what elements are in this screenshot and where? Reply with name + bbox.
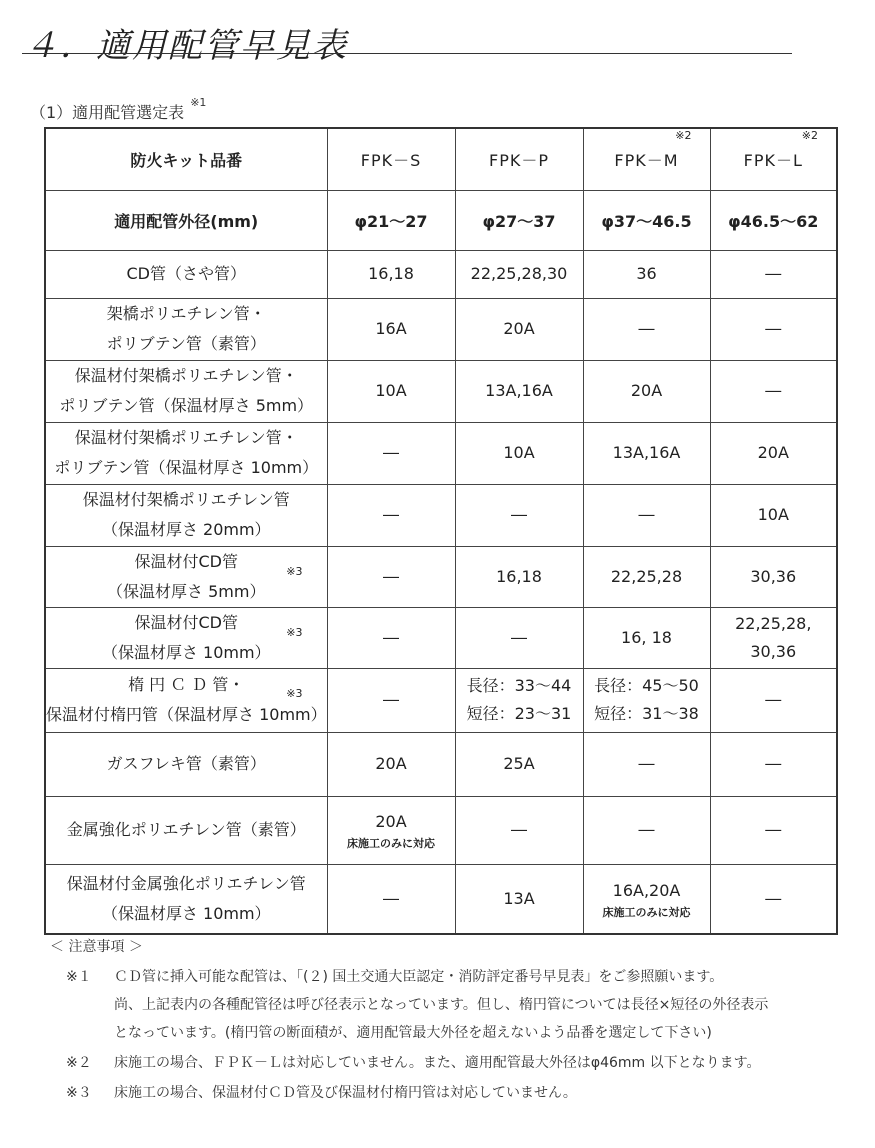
value-line: ― xyxy=(765,264,782,283)
value-cell xyxy=(710,732,837,796)
value-line: 長径：45～50 xyxy=(594,676,699,695)
pipe-type-line: （保温材厚さ 5mm） xyxy=(107,581,266,601)
pipe-type-line: 金属強化ポリエチレン管（素管） xyxy=(66,820,306,839)
value-cell xyxy=(710,607,837,668)
value-line: 25A xyxy=(503,754,535,773)
title-underline xyxy=(22,53,792,54)
pipe-selection-table xyxy=(44,127,838,935)
pipe-type-line: 保温材付楕円管（保温材厚さ 10mm） xyxy=(46,705,327,724)
diameter-row xyxy=(45,190,837,250)
diameter-cell xyxy=(455,190,583,250)
value-line: 16,18 xyxy=(496,566,542,586)
floor-only-note: 床施工のみに対応 xyxy=(347,837,435,850)
pipe-type-label xyxy=(45,422,327,484)
value-line: ― xyxy=(383,566,399,586)
pipe-type-line: （保温材厚さ 10mm） xyxy=(101,642,271,662)
value-line: 10A xyxy=(503,443,535,462)
value-cell xyxy=(327,360,455,422)
pipe-type-label xyxy=(45,864,327,934)
value-line: ― xyxy=(383,690,399,709)
value-cell xyxy=(455,864,583,934)
diameter-value: φ37～46.5 xyxy=(601,211,692,231)
model-name: FPK－S xyxy=(360,150,422,170)
value-cell xyxy=(583,732,710,796)
table-row xyxy=(45,546,837,607)
pipe-type-label xyxy=(45,250,327,298)
value-line: ― xyxy=(765,820,782,839)
value-line: ― xyxy=(765,888,782,908)
value-line: ― xyxy=(511,505,527,524)
subtitle-text: （1）適用配管選定表 xyxy=(30,103,185,122)
value-line: 22,25,28, xyxy=(735,613,812,633)
value-cell xyxy=(327,864,455,934)
value-line: 長径：33～44 xyxy=(466,676,572,695)
value-cell xyxy=(327,732,455,796)
pipe-type-line: （保温材厚さ 10mm） xyxy=(101,903,271,923)
note-line: ＣＤ管に挿入可能な配管は、「(２) 国土交通大臣認定・消防評定番号早見表」をご参照願います。 xyxy=(114,969,724,985)
value-line: 36 xyxy=(636,264,657,283)
pipe-type-line: ポリブテン管（素管） xyxy=(106,334,266,353)
pipe-type-line: ポリブテン管（保温材厚さ 10mm） xyxy=(54,458,319,477)
value-line: 22,25,28 xyxy=(610,566,683,586)
value-cell xyxy=(710,796,837,864)
value-cell xyxy=(710,360,837,422)
pipe-type-line: 保温材付架橋ポリエチレン管・ xyxy=(74,366,298,385)
value-line: 10A xyxy=(757,505,789,524)
value-cell xyxy=(455,298,583,360)
value-line: 16A,20A xyxy=(612,880,681,900)
value-cell xyxy=(455,422,583,484)
pipe-note-mark: ※3 xyxy=(286,625,303,639)
value-cell xyxy=(583,250,710,298)
header-label xyxy=(45,128,327,190)
value-cell xyxy=(327,796,455,864)
value-cell xyxy=(710,668,837,732)
value-cell xyxy=(583,422,710,484)
value-cell xyxy=(455,796,583,864)
value-line: 20A xyxy=(630,381,663,400)
model-note-mark: ※2 xyxy=(675,129,692,142)
table-row xyxy=(45,484,837,546)
value-line: 30,36 xyxy=(750,641,797,661)
model-cell xyxy=(455,128,583,190)
floor-only-note: 床施工のみに対応 xyxy=(602,905,691,919)
value-cell xyxy=(455,668,583,732)
value-cell xyxy=(710,298,837,360)
pipe-type-line: 架橋ポリエチレン管・ xyxy=(106,304,266,323)
value-line: ― xyxy=(383,627,399,647)
model-name: FPK－M xyxy=(614,150,679,170)
pipe-type-label xyxy=(45,796,327,864)
value-cell xyxy=(455,484,583,546)
value-line: 20A xyxy=(757,443,789,462)
table-row xyxy=(45,796,837,864)
pipe-type-line: 保温材付金属強化ポリエチレン管 xyxy=(66,873,306,893)
model-cell xyxy=(327,128,455,190)
pipe-type-label xyxy=(45,360,327,422)
value-line: ― xyxy=(638,505,655,524)
table-row xyxy=(45,422,837,484)
value-line: 短径：31～38 xyxy=(594,704,699,723)
pipe-note-mark: ※3 xyxy=(286,686,303,700)
value-line: ― xyxy=(765,754,782,773)
value-cell xyxy=(327,422,455,484)
value-cell xyxy=(327,484,455,546)
diameter-cell xyxy=(710,190,837,250)
value-line: 16,18 xyxy=(368,264,414,283)
table-row xyxy=(45,607,837,668)
diameter-cell xyxy=(583,190,710,250)
table-row xyxy=(45,668,837,732)
pipe-type-line: 保温材付架橋ポリエチレン管・ xyxy=(74,428,298,447)
notes-heading: ＜ 注意事項 ＞ xyxy=(50,939,143,955)
note-mark: ※２ xyxy=(66,1055,92,1071)
pipe-type-line: 楕 円 Ｃ Ｄ 管・ xyxy=(128,675,245,694)
value-line: ― xyxy=(383,888,399,908)
note-line: となっています。(楕円管の断面積が、適用配管最大外径を超えないよう品番を選定して下さい) xyxy=(114,1025,712,1041)
value-line: 短径：23～31 xyxy=(466,704,572,723)
header-label-text: 防火キット品番 xyxy=(130,150,243,170)
value-line: ― xyxy=(383,443,399,462)
value-line: 30,36 xyxy=(750,566,797,586)
model-name: FPK－P xyxy=(489,150,549,170)
model-name: FPK－L xyxy=(743,150,803,170)
value-cell xyxy=(710,484,837,546)
value-line: ― xyxy=(765,319,782,338)
value-line: 20A xyxy=(375,754,407,773)
note-mark: ※３ xyxy=(66,1085,92,1101)
value-line: ― xyxy=(511,820,527,839)
pipe-type-line: ポリブテン管（保温材厚さ 5mm） xyxy=(59,396,314,415)
pipe-type-label xyxy=(45,668,327,732)
value-cell xyxy=(455,360,583,422)
value-line: 20A xyxy=(503,319,535,338)
table-row xyxy=(45,360,837,422)
value-cell xyxy=(327,250,455,298)
value-cell xyxy=(455,546,583,607)
value-cell xyxy=(455,250,583,298)
value-cell xyxy=(327,607,455,668)
value-cell xyxy=(583,298,710,360)
pipe-type-label xyxy=(45,607,327,668)
pipe-note-mark: ※3 xyxy=(286,564,303,578)
value-line: ― xyxy=(383,505,399,524)
value-line: 22,25,28,30 xyxy=(470,264,568,283)
subtitle-note-mark: ※1 xyxy=(190,96,207,109)
value-line: 16A xyxy=(375,319,407,338)
diameter-label-text: 適用配管外径(mm) xyxy=(114,211,259,231)
value-cell xyxy=(710,422,837,484)
table-row xyxy=(45,732,837,796)
note-line: 床施工の場合、ＦＰＫ－Ｌは対応していません。また、適用配管最大外径はφ46mm 以下となります。 xyxy=(114,1055,761,1071)
model-cell xyxy=(710,128,837,190)
diameter-value: φ27～37 xyxy=(482,211,556,231)
diameter-cell xyxy=(327,190,455,250)
pipe-type-label xyxy=(45,546,327,607)
pipe-type-line: 保温材付CD管 xyxy=(134,551,238,571)
diameter-value: φ46.5～62 xyxy=(728,211,819,231)
pipe-type-label xyxy=(45,298,327,360)
pipe-type-line: ガスフレキ管（素管） xyxy=(106,754,266,773)
value-cell xyxy=(710,546,837,607)
note-line: 尚、上記表内の各種配管径は呼び径表示となっています。但し、楕円管については長径×短径の外径表示 xyxy=(114,997,769,1013)
value-cell xyxy=(455,607,583,668)
table-row xyxy=(45,864,837,934)
value-cell xyxy=(327,546,455,607)
value-cell xyxy=(710,864,837,934)
pipe-type-line: 保温材付架橋ポリエチレン管 xyxy=(82,490,290,509)
value-cell xyxy=(583,607,710,668)
pipe-type-label xyxy=(45,484,327,546)
model-cell xyxy=(583,128,710,190)
value-line: ― xyxy=(765,381,782,400)
page-title: ４．適用配管早見表 xyxy=(24,26,348,66)
value-cell xyxy=(327,298,455,360)
pipe-type-line: CD管（さや管） xyxy=(126,264,246,283)
value-cell xyxy=(583,864,710,934)
value-cell xyxy=(583,360,710,422)
value-line: 13A,16A xyxy=(485,381,553,400)
pipe-type-line: 保温材付CD管 xyxy=(134,612,238,632)
diameter-value: φ21～27 xyxy=(354,211,428,231)
value-cell xyxy=(583,546,710,607)
value-line: 13A xyxy=(503,888,535,908)
value-cell xyxy=(583,484,710,546)
value-cell xyxy=(583,796,710,864)
value-line: ― xyxy=(765,690,782,709)
table-header-row xyxy=(45,128,837,190)
value-line: 10A xyxy=(375,381,407,400)
model-note-mark: ※2 xyxy=(801,129,818,142)
pipe-type-label xyxy=(45,732,327,796)
value-line: ― xyxy=(638,319,655,338)
value-line: 20A xyxy=(375,812,407,831)
section-subtitle xyxy=(30,96,207,123)
value-line: ― xyxy=(638,820,655,839)
table-row xyxy=(45,250,837,298)
diameter-label xyxy=(45,190,327,250)
value-line: ― xyxy=(638,754,655,773)
pipe-type-line: （保温材厚さ 20mm） xyxy=(101,520,271,539)
value-cell xyxy=(583,668,710,732)
value-line: 13A,16A xyxy=(612,443,681,462)
note-mark: ※１ xyxy=(66,969,92,985)
value-line: ― xyxy=(511,627,527,647)
value-line: 16, 18 xyxy=(621,627,672,647)
value-cell xyxy=(327,668,455,732)
table-row xyxy=(45,298,837,360)
value-cell xyxy=(455,732,583,796)
value-cell xyxy=(710,250,837,298)
note-line: 床施工の場合、保温材付ＣＤ管及び保温材付楕円管は対応していません。 xyxy=(114,1085,577,1101)
